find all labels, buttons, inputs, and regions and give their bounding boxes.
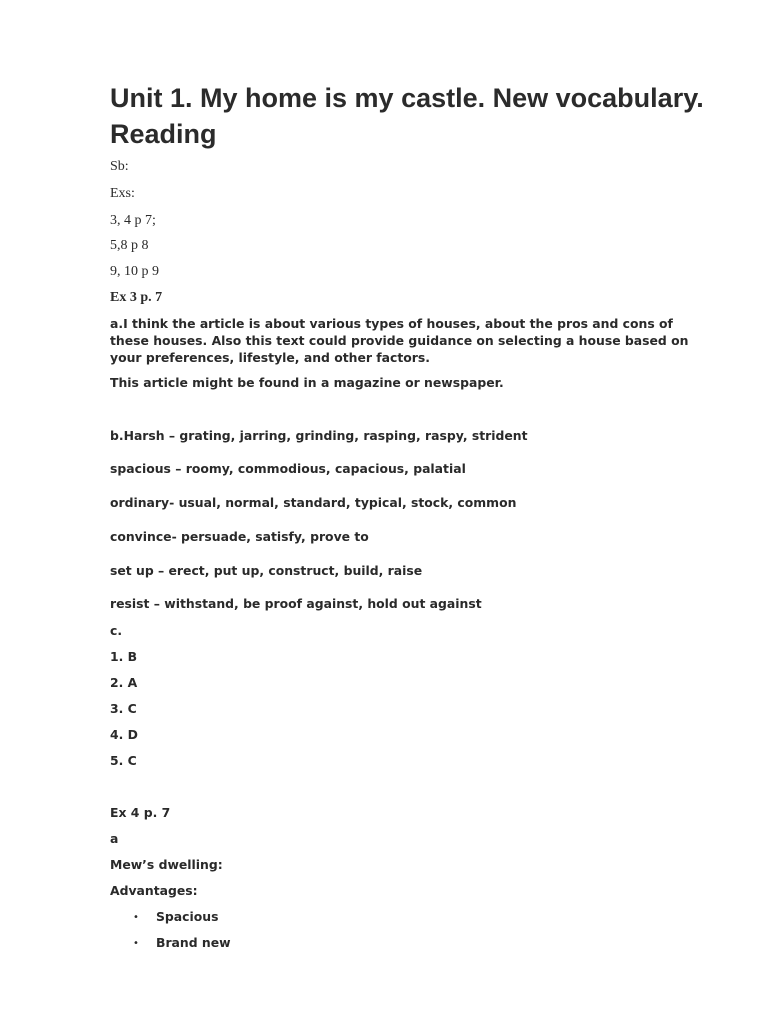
answer-line: 1. B — [110, 649, 138, 664]
synonym-line: set up – erect, put up, construct, build, raise — [110, 563, 423, 578]
synonym-line: convince- persuade, satisfy, prove to — [110, 529, 369, 544]
exercise-line: 9, 10 p 9 — [110, 264, 159, 279]
bullet-icon: • — [133, 938, 139, 949]
answer-line: 4. D — [110, 727, 138, 742]
exercise-line: 3, 4 p 7; — [110, 213, 156, 228]
advantage-item: Brand new — [156, 935, 231, 950]
answer-line: 5. C — [110, 753, 137, 768]
synonym-line: spacious – roomy, commodious, capacious, palatial — [110, 461, 466, 476]
advantage-item: Spacious — [156, 909, 219, 924]
exs-label: Exs: — [110, 186, 135, 201]
ex3-c-label: c. — [110, 623, 123, 638]
ex3-a-paragraph-2: This article might be found in a magazine or newspaper. — [110, 375, 504, 390]
ex4-heading: Ex 4 p. 7 — [110, 805, 171, 820]
exercise-line: 5,8 p 8 — [110, 238, 149, 253]
answer-line: 3. C — [110, 701, 137, 716]
answer-line: 2. A — [110, 675, 138, 690]
ex4-a-label: a — [110, 831, 119, 846]
ex3-heading: Ex 3 p. 7 — [110, 290, 163, 305]
sb-label: Sb: — [110, 159, 129, 174]
bullet-icon: • — [133, 912, 139, 923]
synonym-line: resist – withstand, be proof against, hold out against — [110, 596, 482, 611]
advantages-label: Advantages: — [110, 883, 198, 898]
ex3-a-paragraph: a.I think the article is about various types of houses, about the pros and cons of these houses. Also this text could provide guidance on selecting a house based on your preferences, lifestyle, and other factors. — [110, 316, 689, 365]
synonym-line: b.Harsh – grating, jarring, grinding, rasping, raspy, strident — [110, 428, 528, 443]
page-title: Unit 1. My home is my castle. New vocabulary. Reading — [110, 83, 704, 149]
synonym-line: ordinary- usual, normal, standard, typical, stock, common — [110, 495, 517, 510]
dwelling-label: Mew’s dwelling: — [110, 857, 223, 872]
